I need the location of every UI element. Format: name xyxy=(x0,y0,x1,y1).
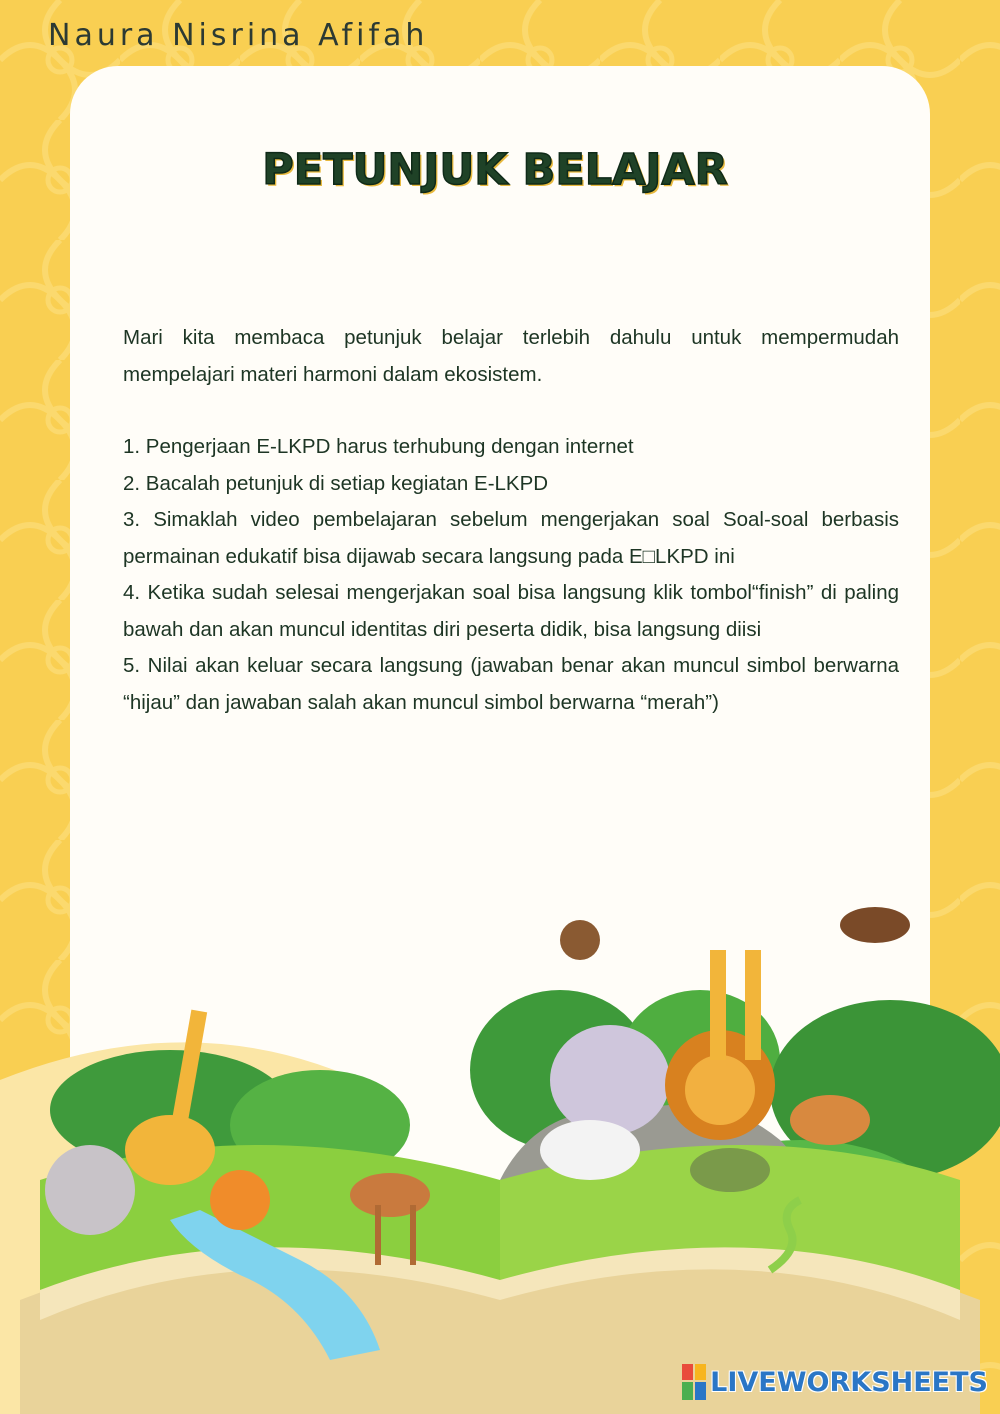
instructions-body xyxy=(123,320,899,721)
instruction-item-1: 1. Pengerjaan E-LKPD harus terhubung dengan internet xyxy=(123,435,634,458)
brand-name: LIVEWORKSHEETS xyxy=(710,1366,988,1398)
author-name: Naura Nisrina Afifah xyxy=(48,18,429,53)
page-title: PETUNJUK BELAJAR xyxy=(262,145,728,195)
instruction-item-5: 5. Nilai akan keluar secara langsung (jawaban benar akan muncul simbol berwarna “hijau” dan jawaban salah akan muncul simbol berwarna “merah”) xyxy=(123,654,899,714)
instruction-item-2: 2. Bacalah petunjuk di setiap kegiatan E-LKPD xyxy=(123,471,549,495)
jungle-book-illustration xyxy=(0,880,1000,1414)
liveworksheets-logo-icon xyxy=(682,1364,706,1400)
liveworksheets-brand xyxy=(682,1362,988,1402)
instruction-item-3: 3. Simaklah video pembelajaran sebelum mengerjakan soal Soal-soal berbasis permainan edukatif bisa dijawab secara langsung pada E□LKPD ini xyxy=(123,508,899,568)
instruction-item-4: 4. Ketika sudah selesai mengerjakan soal bisa langsung klik tombol“finish” di paling bawah dan akan muncul identitas diri peserta didik, bisa langsung diisi xyxy=(123,581,899,641)
intro-paragraph: Mari kita membaca petunjuk belajar terlebih dahulu untuk mempermudah mempelajari materi harmoni dalam ekosistem. xyxy=(123,326,899,386)
